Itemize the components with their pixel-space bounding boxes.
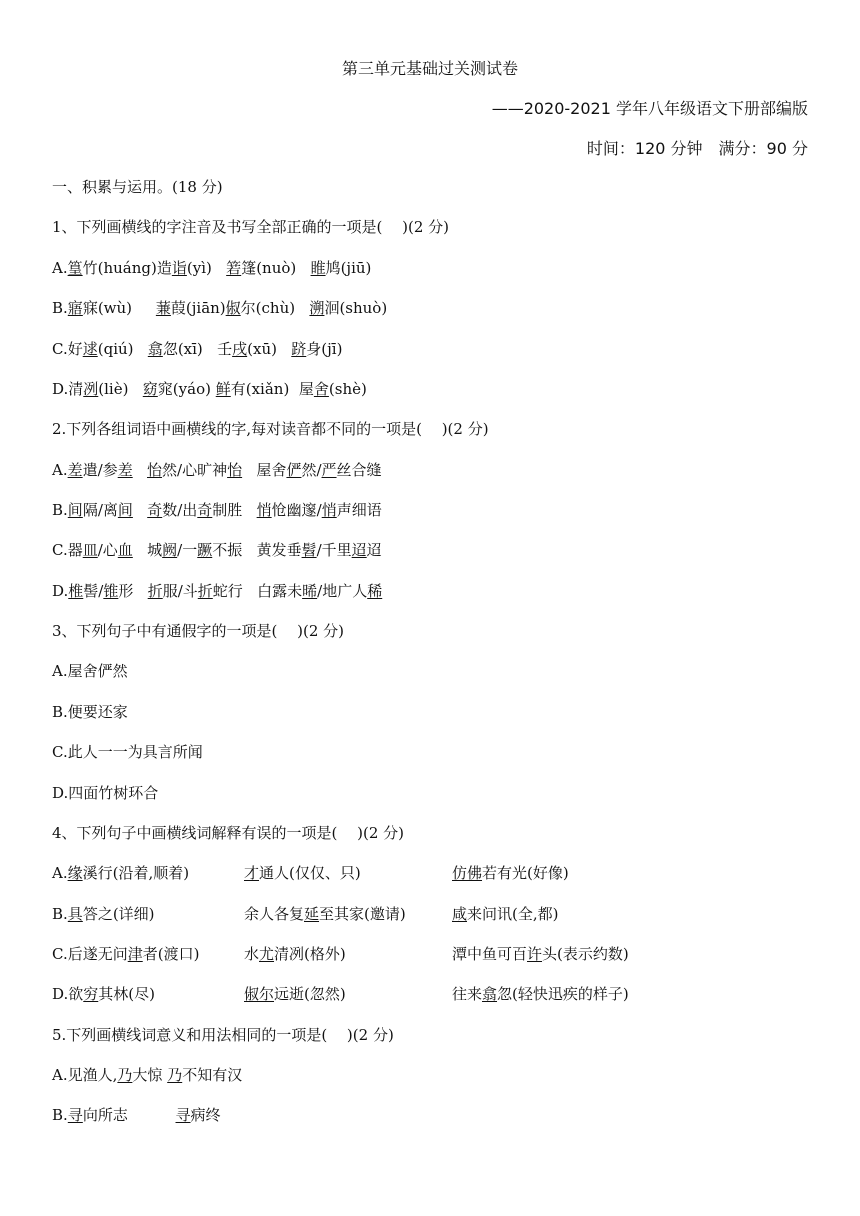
- question-4-stem: 4、下列句子中画横线词解释有误的一项是( )(2 分): [52, 824, 405, 842]
- q4-a-2: 才通人(仅仅、只): [244, 864, 361, 882]
- q4-d-2: 俶尔远逝(忽然): [244, 985, 346, 1003]
- q3-option-a: A.屋舍俨然: [52, 662, 128, 680]
- q4-c-1: C.后遂无问津者(渡口): [52, 945, 200, 963]
- q2-option-c: C.器皿/心血 城阙/一蹶不振 黄发垂髫/千里迢迢: [52, 541, 382, 559]
- q5-option-b: B.寻向所志 寻病终: [52, 1106, 221, 1124]
- q3-option-b: B.便要还家: [52, 703, 128, 721]
- q4-a-1: A.缘溪行(沿着,顺着): [52, 864, 190, 882]
- q4-c-2: 水尤清冽(格外): [244, 945, 346, 963]
- q3-option-d: D.四面竹树环合: [52, 784, 159, 802]
- q4-d-3: 往来翕忽(轻快迅疾的样子): [452, 985, 629, 1003]
- q4-a-3: 仿佛若有光(好像): [452, 864, 569, 882]
- subtitle: ——2020-2021 学年八年级语文下册部编版: [491, 99, 808, 118]
- q1-option-d: D.清冽(liè) 窈窕(yáo) 鲜有(xiǎn) 屋舍(shè): [52, 380, 367, 398]
- q4-d-1: D.欲穷其林(尽): [52, 985, 155, 1003]
- q2-option-a: A.差遣/参差 怡然/心旷神怡 屋舍俨然/严丝合缝: [52, 461, 382, 479]
- section-heading: 一、积累与运用。(18 分): [52, 178, 223, 196]
- q2-option-b: B.间隔/离间 奇数/出奇制胜 悄怆幽邃/悄声细语: [52, 501, 382, 519]
- question-5-stem: 5.下列画横线词意义和用法相同的一项是( )(2 分): [52, 1026, 394, 1044]
- question-2-stem: 2.下列各组词语中画横线的字,每对读音都不同的一项是( )(2 分): [52, 420, 489, 438]
- page-title: 第三单元基础过关测试卷: [341, 59, 518, 78]
- q5-option-a: A.见渔人,乃大惊 乃不知有汉: [52, 1066, 243, 1084]
- question-1-stem: 1、下列画横线的字注音及书写全部正确的一项是( )(2 分): [52, 218, 450, 236]
- q4-b-1: B.具答之(详细): [52, 905, 155, 923]
- exam-meta: 时间：120 分钟 满分：90 分: [586, 139, 808, 158]
- q4-c-3: 潭中鱼可百许头(表示约数): [452, 945, 629, 963]
- q1-option-c: C.好逑(qiú) 翕忽(xī) 壬戌(xū) 跻身(jī): [52, 340, 343, 358]
- question-3-stem: 3、下列句子中有通假字的一项是( )(2 分): [52, 622, 345, 640]
- q4-b-2: 余人各复延至其家(邀请): [244, 905, 406, 923]
- q3-option-c: C.此人一一为具言所闻: [52, 743, 203, 761]
- q1-option-b: B.寤寐(wù) 蒹葭(jiān)俶尔(chù) 溯洄(shuò): [52, 299, 388, 317]
- q2-option-d: D.椎髻/锥形 折服/斗折蛇行 白露未晞/地广人稀: [52, 582, 383, 600]
- q4-b-3: 咸来问讯(全,都): [452, 905, 559, 923]
- q1-option-a: A.篁竹(huáng)造诣(yì) 箬篷(nuò) 睢鸠(jiū): [52, 259, 372, 277]
